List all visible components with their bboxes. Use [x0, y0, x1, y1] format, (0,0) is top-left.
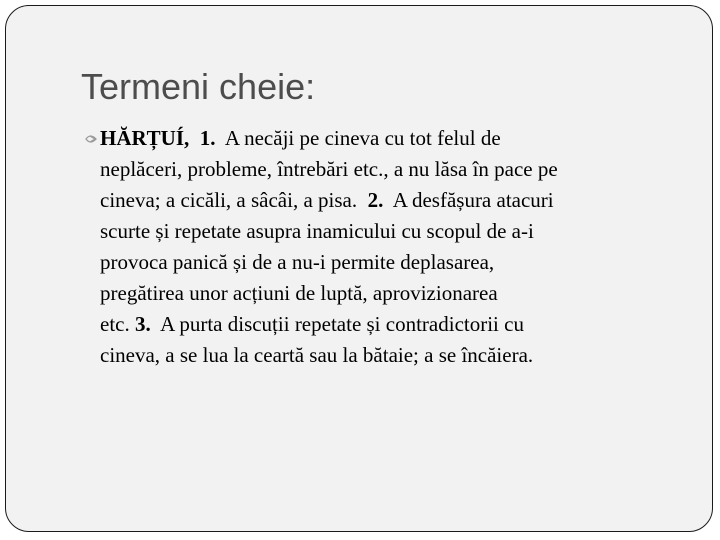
definition-line-5: provoca panică și de a nu-i permite deplasarea, — [100, 250, 495, 274]
definition-line-1 — [82, 123, 682, 154]
definition-body — [82, 123, 682, 371]
definition-text-1: A necăji pe cineva cu tot felul de — [224, 126, 501, 150]
headword: HĂRȚUÍ, — [100, 126, 190, 150]
definition-text-3: cineva; a cicăli, a sâcâi, a pisa. — [100, 188, 358, 212]
definition-line-8: cineva, a se lua la ceartă sau la bătaie; a se încăiera. — [100, 343, 534, 367]
sense-number-2: 2. — [367, 188, 384, 212]
slide-frame — [5, 5, 713, 532]
definition-text-7: etc. — [100, 312, 130, 336]
definition-line-6: pregătirea unor acțiuni de luptă, aprovizionarea — [100, 281, 498, 305]
definition-line-7 — [82, 309, 682, 340]
definition-text-3-tail: A desfășura atacuri — [392, 188, 554, 212]
definition-line-2: neplăceri, probleme, întrebări etc., a nu lăsa în pace pe — [100, 157, 558, 181]
definition-line-3 — [82, 185, 682, 216]
arrow-bullet-icon — [82, 123, 100, 154]
sense-number-1: 1. — [199, 126, 216, 150]
definition-line-4: scurte și repetate asupra inamicului cu scopul de a-i — [100, 219, 534, 243]
slide-title: Termeni cheie: — [81, 66, 316, 107]
sense-number-3: 3. — [134, 312, 151, 336]
definition-text-7-tail: A purta discuții repetate și contradictorii cu — [160, 312, 524, 336]
